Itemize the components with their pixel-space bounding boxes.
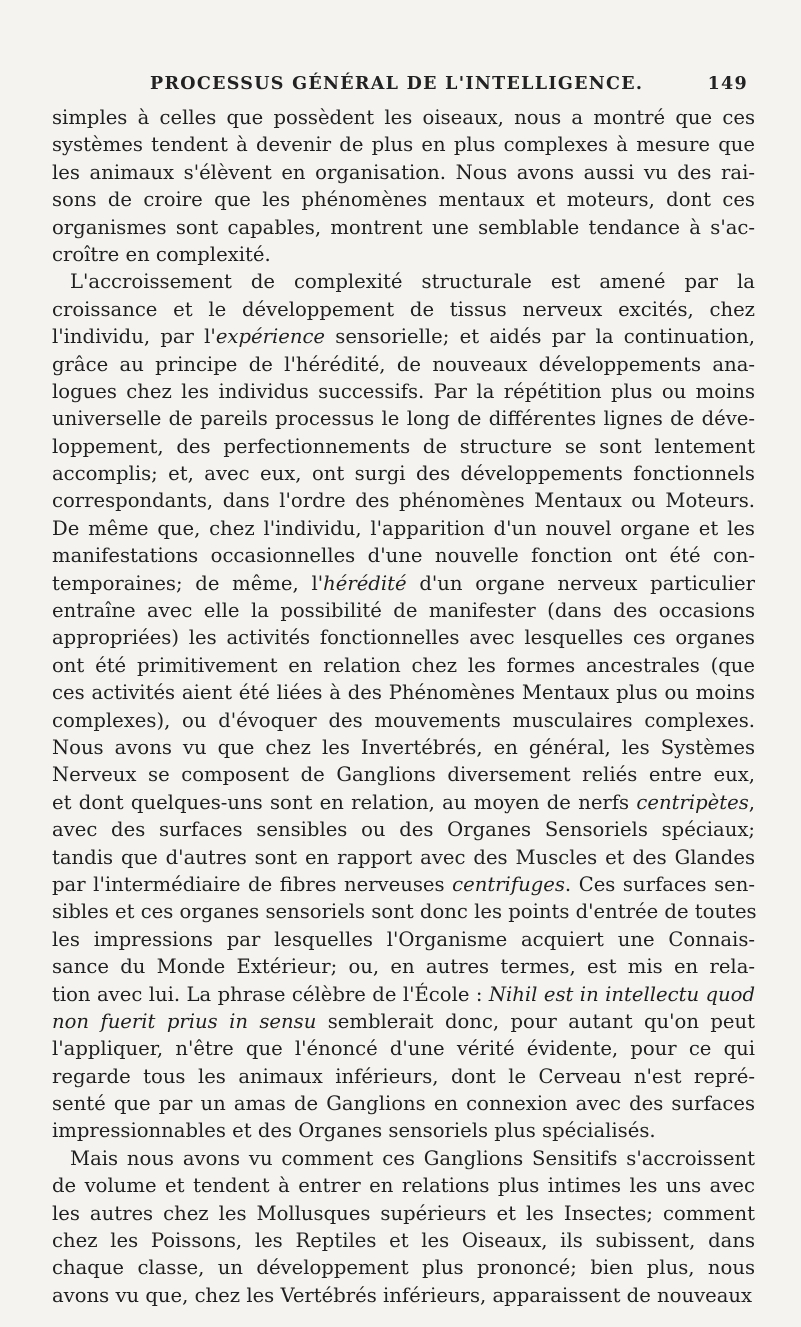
text-line: Mais nous avons vu comment ces Ganglions Sensitifs s'accroissent [70, 1146, 755, 1170]
text-line: impressionnables et des Organes sensoriels plus spécialisés. [52, 1119, 656, 1143]
text-line: sibles et ces organes sensoriels sont donc les points d'entrée de toutes [52, 900, 757, 924]
page-number: 149 [707, 74, 748, 94]
text-line: de volume et tendent à entrer en relations plus intimes les uns avec [52, 1174, 755, 1198]
text-line: les autres chez les Mollusques supérieurs et les Insectes; comment [52, 1201, 755, 1225]
text-line: Nerveux se composent de Ganglions diversement reliés entre eux, [52, 763, 755, 787]
text-line: temporaines; de même, l'hérédité d'un organe nerveux particulier [52, 571, 755, 595]
text-line: regarde tous les animaux inférieurs, dont le Cerveau n'est repré- [52, 1064, 755, 1088]
text-line: les animaux s'élèvent en organisation. Nous avons aussi vu des rai- [52, 160, 755, 184]
text-line: senté que par un amas de Ganglions en connexion avec des surfaces [52, 1092, 755, 1116]
text-line: l'individu, par l'expérience sensorielle; et aidés par la continuation, [52, 325, 755, 349]
text-line: L'accroissement de complexité structurale est amené par la [70, 270, 755, 294]
text-line: non fuerit prius in sensu semblerait donc, pour autant qu'on peut [52, 1009, 755, 1033]
header-title: PROCESSUS GÉNÉRAL DE L'INTELLIGENCE. [150, 74, 644, 94]
text-line: avec des surfaces sensibles ou des Organes Sensoriels spéciaux; [52, 818, 755, 842]
text-line: grâce au principe de l'hérédité, de nouveaux développements ana- [52, 352, 755, 376]
text-line: loppement, des perfectionnements de structure se sont lentement [52, 434, 755, 458]
text-line: par l'intermédiaire de fibres nerveuses centrifuges. Ces surfaces sen- [52, 872, 756, 896]
text-line: croître en complexité. [52, 242, 271, 266]
text-line: universelle de pareils processus le long de différentes lignes de déve- [52, 407, 755, 431]
text-line: les impressions par lesquelles l'Organisme acquiert une Connais- [52, 927, 755, 951]
text-line: avons vu que, chez les Vertébrés inférieurs, apparaissent de nouveaux [52, 1283, 753, 1307]
text-line: l'appliquer, n'être que l'énoncé d'une vérité évidente, pour ce qui [52, 1037, 755, 1061]
text-line: correspondants, dans l'ordre des phénomènes Mentaux ou Moteurs. [52, 489, 755, 513]
text-line: accomplis; et, avec eux, ont surgi des développements fonctionnels [52, 462, 755, 486]
text-line: sons de croire que les phénomènes mentaux et moteurs, dont ces [52, 188, 755, 212]
text-line: systèmes tendent à devenir de plus en plus complexes à mesure que [52, 133, 755, 157]
text-line: De même que, chez l'individu, l'apparition d'un nouvel organe et les [52, 516, 755, 540]
text-line: chaque classe, un développement plus prononcé; bien plus, nous [52, 1256, 755, 1280]
text-line: Nous avons vu que chez les Invertébrés, en général, les Systèmes [52, 735, 755, 759]
text-line: croissance et le développement de tissus nerveux excités, chez [52, 297, 755, 321]
text-line: ont été primitivement en relation chez les formes ancestrales (que [52, 653, 755, 677]
running-header [150, 74, 748, 94]
text-line: sance du Monde Extérieur; ou, en autres termes, est mis en rela- [52, 955, 755, 979]
text-line: entraîne avec elle la possibilité de manifester (dans des occasions [52, 599, 755, 623]
text-line: manifestations occasionnelles d'une nouvelle fonction ont été con- [52, 544, 755, 568]
text-line: et dont quelques-uns sont en relation, au moyen de nerfs centripètes, [52, 790, 755, 814]
text-line: organismes sont capables, montrent une semblable tendance à s'ac- [52, 215, 755, 239]
text-line: logues chez les individus successifs. Par la répétition plus ou moins [52, 379, 755, 403]
text-line: complexes), ou d'évoquer des mouvements musculaires complexes. [52, 708, 755, 732]
body-text [52, 104, 755, 1309]
text-line: tandis que d'autres sont en rapport avec des Muscles et des Glandes [52, 845, 755, 869]
text-line: chez les Poissons, les Reptiles et les Oiseaux, ils subissent, dans [52, 1229, 755, 1253]
text-line: tion avec lui. La phrase célèbre de l'École : Nihil est in intellectu quod [52, 982, 755, 1006]
text-line: simples à celles que possèdent les oiseaux, nous a montré que ces [52, 106, 755, 129]
text-line: ces activités aient été liées à des Phénomènes Mentaux plus ou moins [52, 681, 755, 705]
text-line: appropriées) les activités fonctionnelles avec lesquelles ces organes [52, 626, 755, 650]
